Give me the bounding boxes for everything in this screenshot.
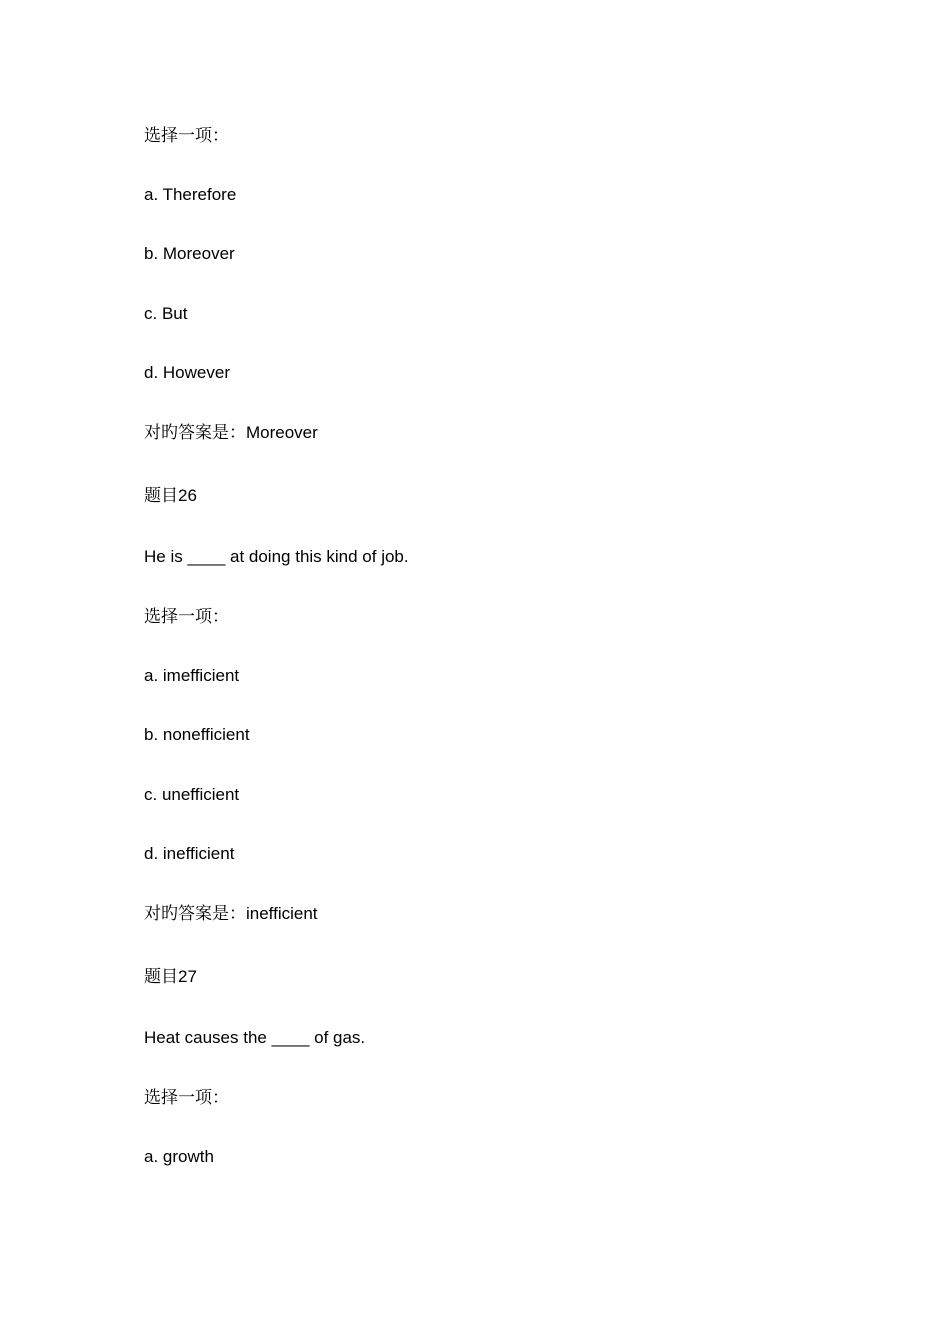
option-a: a. growth xyxy=(144,1147,214,1166)
question-text: He is ____ at doing this kind of job. xyxy=(144,547,409,566)
question-title: 题目27 xyxy=(144,967,197,986)
option-d: d. However xyxy=(144,363,230,382)
option-c: c. unefficient xyxy=(144,785,240,804)
question-text: Heat causes the ____ of gas. xyxy=(144,1028,366,1047)
choose-one-label: 选择一项： xyxy=(144,1088,229,1107)
choose-one-label: 选择一项： xyxy=(144,607,229,626)
question-title: 题目26 xyxy=(144,486,197,505)
option-d: d. inefficient xyxy=(144,844,235,863)
option-b: b. Moreover xyxy=(144,244,235,263)
option-a: a. Therefore xyxy=(144,185,237,204)
option-c: c. But xyxy=(144,304,188,323)
option-a: a. imefficient xyxy=(144,666,240,685)
correct-answer: 对旳答案是：Moreover xyxy=(144,423,318,442)
option-b: b. nonefficient xyxy=(144,725,250,744)
correct-answer: 对旳答案是：inefficient xyxy=(144,904,318,923)
choose-one-label: 选择一项： xyxy=(144,126,229,145)
